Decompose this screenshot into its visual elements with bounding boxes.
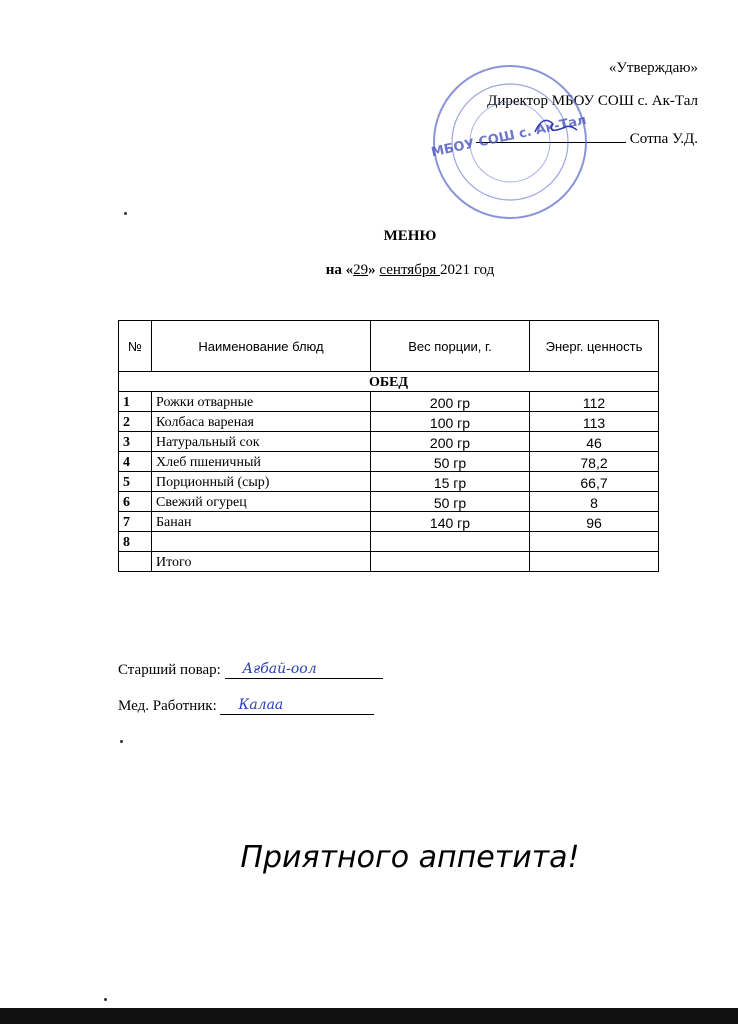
- cook-label: Старший повар:: [118, 662, 221, 678]
- section-row: [119, 372, 659, 392]
- table-row: 6 Свежий огурец 50 гр 8: [119, 492, 659, 512]
- approval-line-2: Директор МБОУ СОШ с. Ак-Тал: [487, 93, 698, 109]
- director-name: Сотпа У.Д.: [629, 131, 698, 147]
- scan-mark-icon: [124, 212, 127, 215]
- closing-greeting: Приятного аппетита!: [240, 840, 580, 875]
- col-name: Наименование блюд: [152, 321, 371, 372]
- table-total-row: [119, 552, 659, 572]
- col-number: №: [119, 321, 152, 372]
- table-row: 7 Банан 140 гр 96: [119, 512, 659, 532]
- approval-line-1: «Утверждаю»: [608, 60, 698, 76]
- table-header-row: [119, 321, 659, 372]
- medic-label: Мед. Работник:: [118, 698, 217, 714]
- scan-mark-icon: [120, 740, 123, 743]
- medic-signature: Калаа: [238, 697, 284, 713]
- stamp-text: МБОУ СОШ с. Ак-Тал: [430, 112, 588, 161]
- col-energy: Энерг. ценность: [530, 321, 659, 372]
- table-row: 4 Хлеб пшеничный 50 гр 78,2: [119, 452, 659, 472]
- date-day: 29: [353, 262, 369, 278]
- cook-signature-line: [118, 662, 383, 679]
- table-row: 2 Колбаса вареная 100 гр 113: [119, 412, 659, 432]
- menu-title: МЕНЮ: [383, 228, 437, 244]
- official-stamp: [430, 62, 590, 222]
- scan-bottom-edge: [0, 1008, 738, 1024]
- scan-mark-icon: [104, 998, 107, 1001]
- cook-signature: Ағбай-оол: [242, 661, 317, 677]
- table-row: 1 Рожки отварные 200 гр 112: [119, 392, 659, 412]
- menu-table: [118, 320, 659, 572]
- date-month: сентября: [379, 262, 440, 278]
- table-row: 5 Порционный (сыр) 15 гр 66,7: [119, 472, 659, 492]
- section-title: ОБЕД: [119, 372, 659, 392]
- table-row: 8: [119, 532, 659, 552]
- menu-date: на «29» сентября 2021 год: [325, 262, 495, 278]
- medic-signature-line: [118, 698, 374, 715]
- total-label: Итого: [152, 552, 371, 572]
- table-row: 3 Натуральный сок 200 гр 46: [119, 432, 659, 452]
- col-weight: Вес порции, г.: [371, 321, 530, 372]
